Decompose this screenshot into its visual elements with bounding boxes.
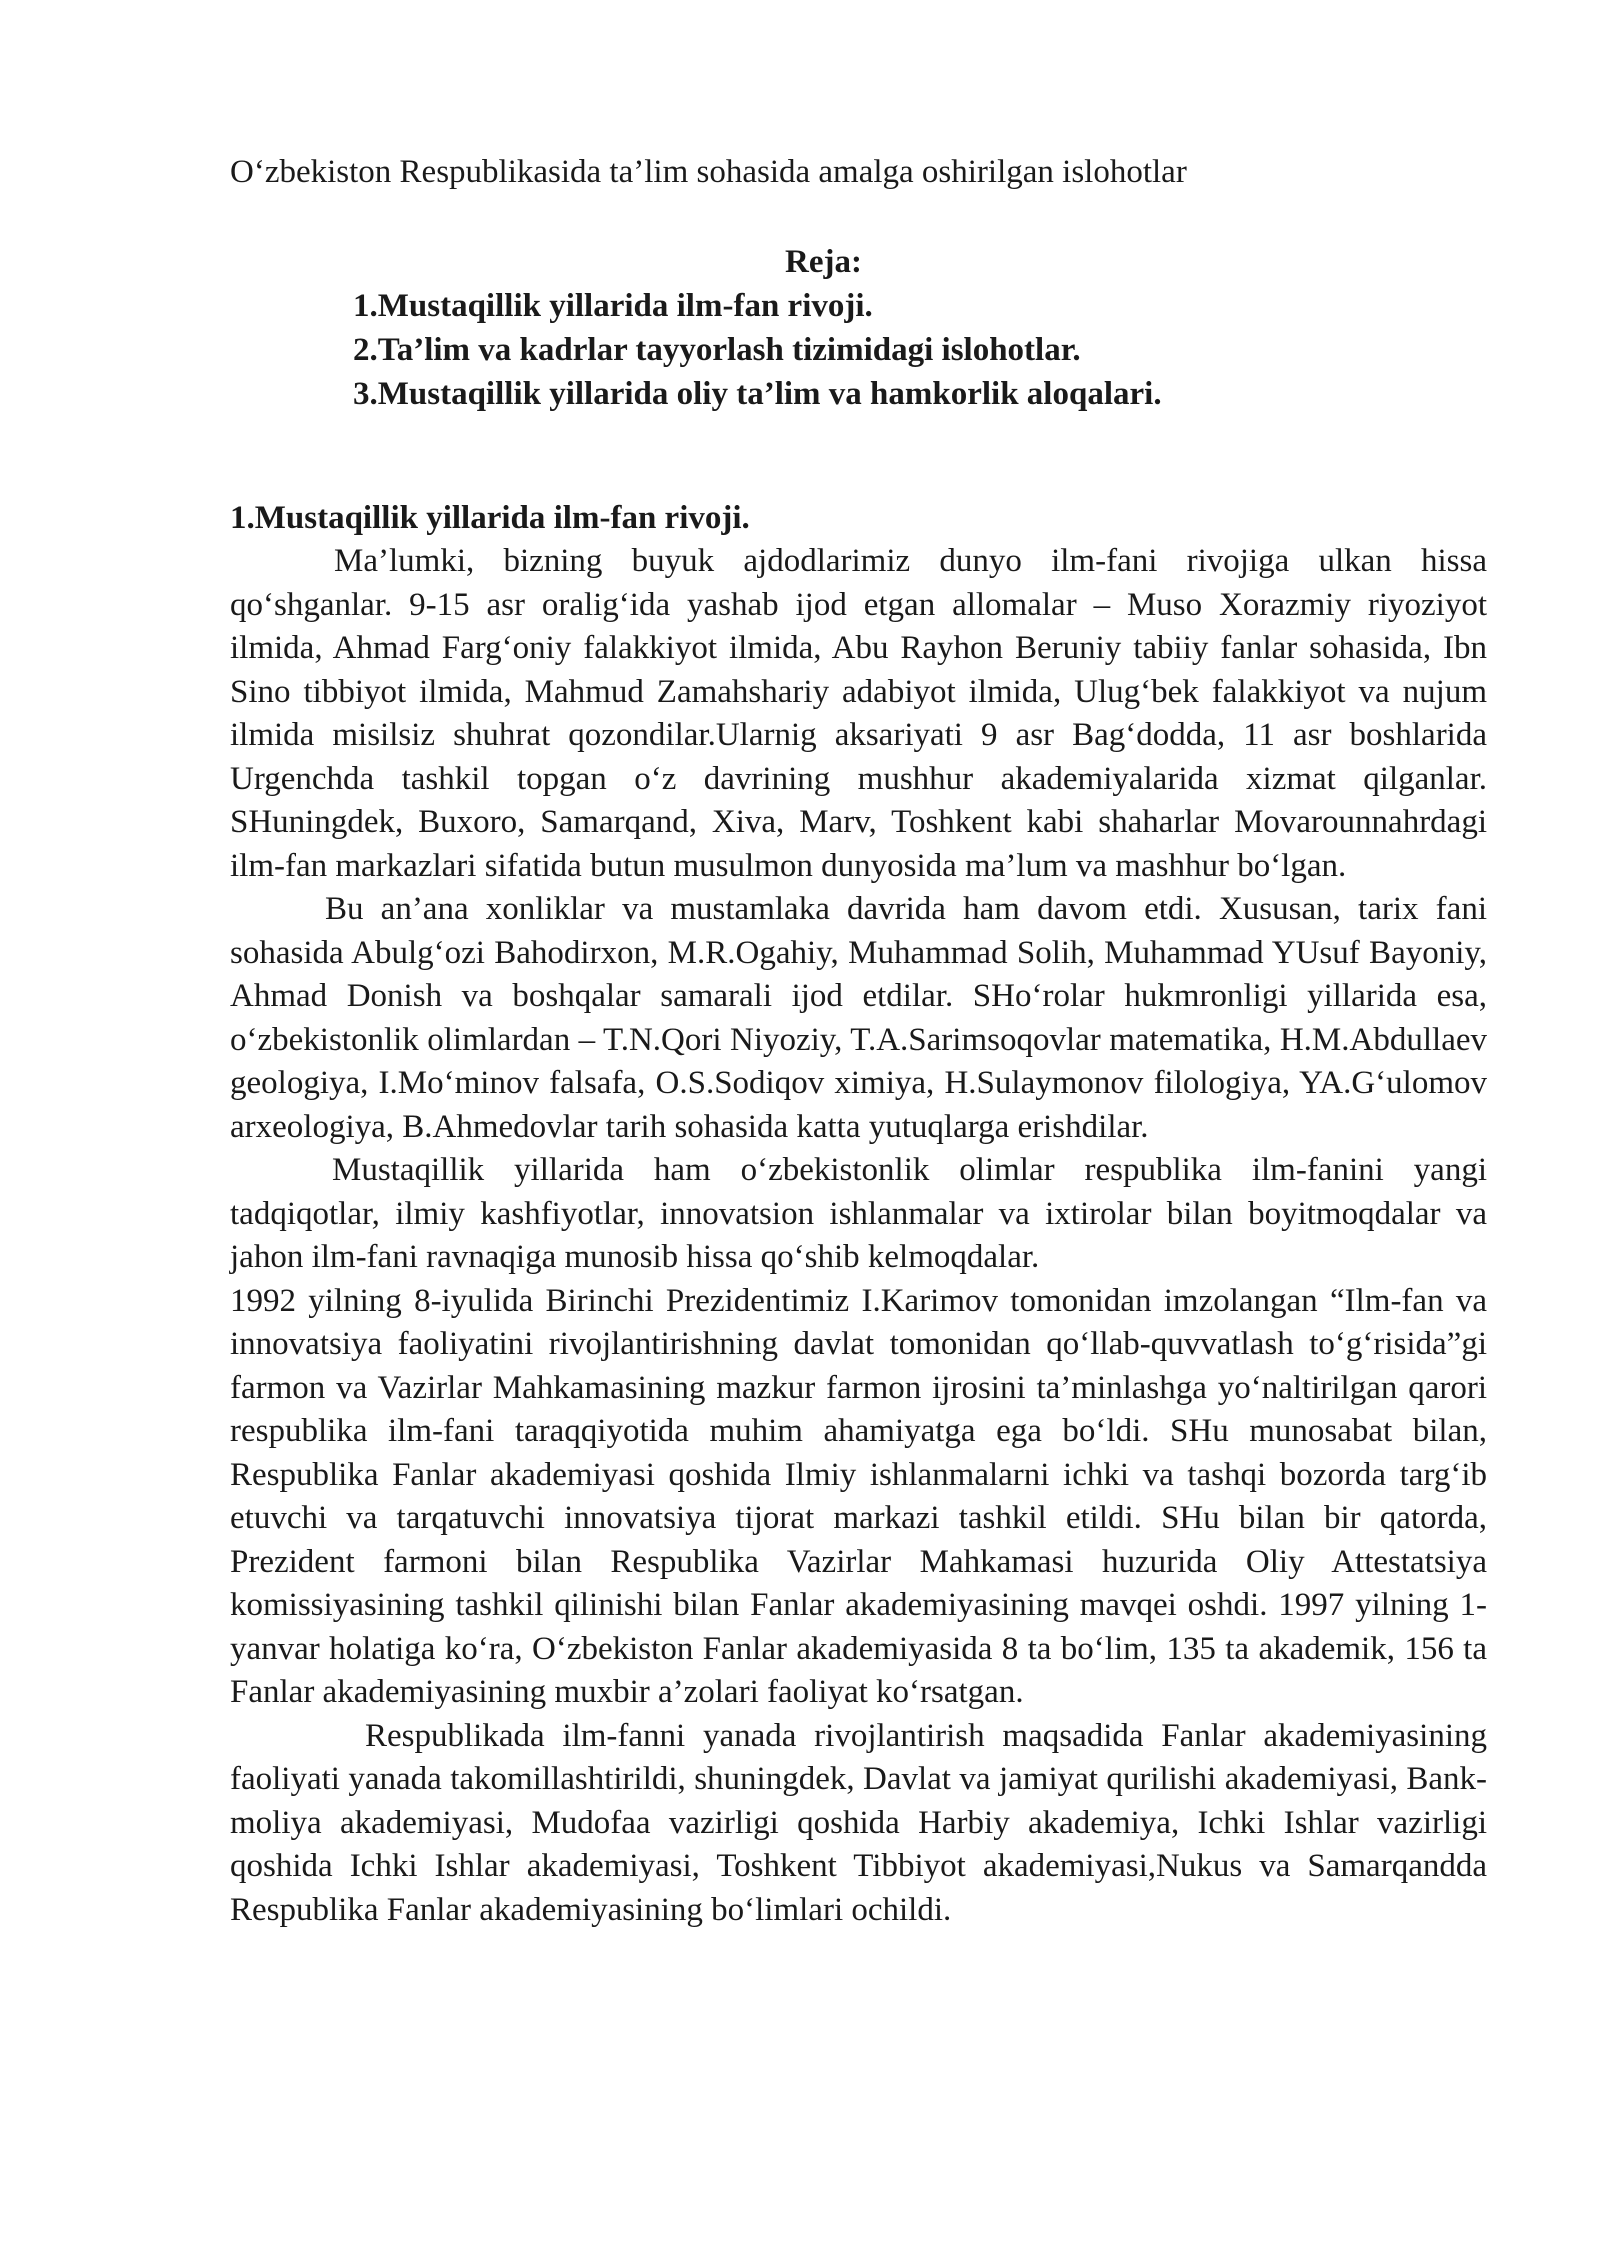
paragraph: Bu an’ana xonliklar va mustamlaka davrida ham davom etdi. Xususan, tarix fani sohasida Abulg‘ozi Bahodirxon, M.R.Ogahiy, Muhammad Solih, Muhammad YUsuf Bayoniy, Ahmad Donish va boshqalar samarali ijod etdilar. SHo‘rolar hukmronligi yillarida esa, o‘zbekistonlik olimlardan – T.N.Qori Niyoziy, T.A.Sarimsoqovlar matematika, H.M.Abdullaev geologiya, I.Mo‘minov falsafa, O.S.Sodiqov ximiya, H.Sulaymonov filologiya, YA.G‘ulomov arxeologiya, B.Ahmedovlar tarih sohasida katta yutuqlarga erishdilar. [230, 891, 1487, 1145]
paragraph: Respublikada ilm-fanni yanada rivojlantirish maqsadida Fanlar akademiyasining faoliyati yanada takomillashtirildi, shuningdek, Davlat va jamiyat qurilishi akademiyasi, Bank-moliya akademiyasi, Mudofaa vazirligi qoshida Harbiy akademiya, Ichki Ishlar vazirligi qoshida Ichki Ishlar akademiyasi, Toshkent Tibbiyot akademiyasi,Nukus va Samarqandda Respublika Fanlar akademiyasining bo‘limlari ochildi. [230, 1717, 1487, 1928]
document-title: O‘zbekiston Respublikasida ta’lim sohasida amalga oshirilgan islohotlar [230, 154, 1187, 190]
body-text [230, 540, 1487, 1932]
plan-heading: Reja: [785, 244, 862, 280]
plan-item: 3.Mustaqillik yillarida oliy ta’lim va hamkorlik aloqalari. [353, 376, 1162, 412]
section-heading: 1.Mustaqillik yillarida ilm-fan rivoji. [230, 500, 750, 536]
plan-item: 1.Mustaqillik yillarida ilm-fan rivoji. [353, 288, 873, 324]
paragraph: Ma’lumki, bizning buyuk ajdodlarimiz dunyo ilm-fani rivojiga ulkan hissa qo‘shganlar. 9-15 asr oralig‘ida yashab ijod etgan allomalar – Muso Xorazmiy riyoziyot ilmida, Ahmad Farg‘oniy falakkiyot ilmida, Abu Rayhon Beruniy tabiiy fanlar sohasida, Ibn Sino tibbiyot ilmida, Mahmud Zamahshariy adabiyot ilmida, Ulug‘bek falakkiyot va nujum ilmida misilsiz shuhrat qozondilar.Ularnig aksariyati 9 asr Bag‘dodda, 11 asr boshlarida Urgenchda tashkil topgan o‘z davrining mushhur akademiyalarida xizmat qilganlar. SHuningdek, Buxoro, Samarqand, Xiva, Marv, Toshkent kabi shaharlar Movarounnahrdagi ilm-fan markazlari sifatida butun musulmon dunyosida ma’lum va mashhur bo‘lgan. [230, 543, 1487, 884]
plan-list [353, 284, 1253, 416]
paragraph: Mustaqillik yillarida ham o‘zbekistonlik olimlar respublika ilm-fanini yangi tadqiqotlar, ilmiy kashfiyotlar, innovatsion ishlanmalar va ixtirolar bilan boyitmoqdalar va jahon ilm-fani ravnaqiga munosib hissa qo‘shib kelmoqdalar. [230, 1152, 1487, 1275]
paragraph: 1992 yilning 8-iyulida Birinchi Prezidentimiz I.Karimov tomonidan imzolangan “Ilm-fan va innovatsiya faoliyatini rivojlantirishning davlat tomonidan qo‘llab-quvvatlash to‘g‘risida”gi farmon va Vazirlar Mahkamasining mazkur farmon ijrosini ta’minlashga yo‘naltirilgan qarori respublika ilm-fani taraqqiyotida muhim ahamiyatga ega bo‘ldi. SHu munosabat bilan, Respublika Fanlar akademiyasi qoshida Ilmiy ishlanmalarni ichki va tashqi bozorda targ‘ib etuvchi va tarqatuvchi innovatsiya tijorat markazi tashkil etildi. SHu bilan bir qatorda, Prezident farmoni bilan Respublika Vazirlar Mahkamasi huzurida Oliy Attestatsiya komissiyasining tashkil qilinishi bilan Fanlar akademiyasining mavqei oshdi. 1997 yilning 1-yanvar holatiga ko‘ra, O‘zbekiston Fanlar akademiyasida 8 ta bo‘lim, 135 ta akademik, 156 ta Fanlar akademiyasining muxbir a’zolari faoliyat ko‘rsatgan. [230, 1282, 1487, 1710]
plan-item: 2.Ta’lim va kadrlar tayyorlash tizimidagi islohotlar. [353, 332, 1081, 368]
